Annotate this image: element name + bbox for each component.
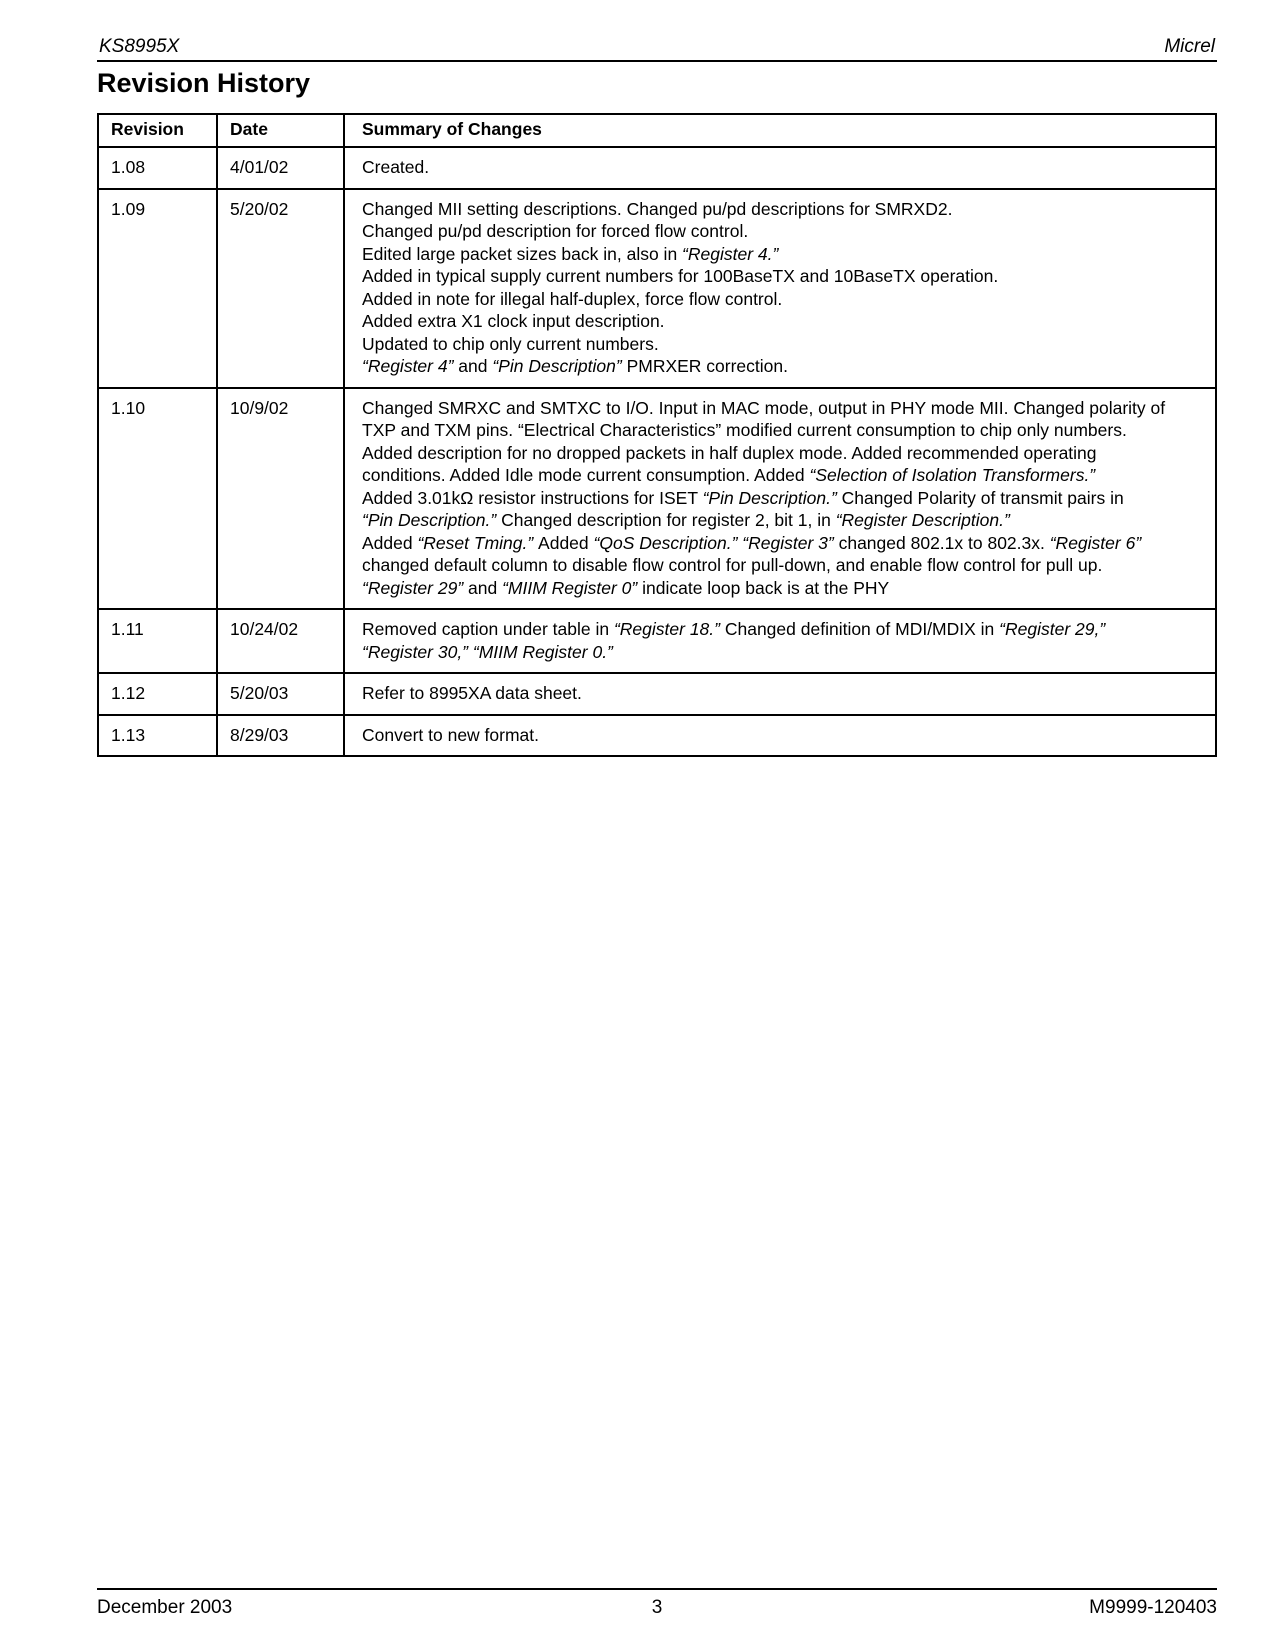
- summary-text: Changed description for register 2, bit 1, in: [501, 510, 836, 530]
- summary-text: Changed SMRXC and SMTXC to I/O. Input in MAC mode, output in PHY mode MII. Changed polarity of: [362, 397, 1166, 418]
- cell-summary: [344, 715, 1216, 757]
- summary-reference-text: “Register 30,” “MIIM Register 0.”: [362, 641, 613, 662]
- summary-text: Edited large packet sizes back in, also in: [362, 243, 683, 264]
- cell-summary: [344, 189, 1216, 388]
- cell-revision: 1.10: [98, 388, 217, 610]
- summary-line: [362, 156, 1207, 179]
- table-row: [98, 388, 1216, 610]
- summary-reference-text: “Pin Description.”: [702, 487, 842, 508]
- cell-summary: [344, 147, 1216, 189]
- summary-text: Changed MII setting descriptions. Changed pu/pd descriptions for SMRXD2.: [362, 198, 953, 219]
- cell-date: 10/24/02: [217, 609, 344, 673]
- summary-line: [362, 198, 1207, 221]
- cell-date: 5/20/03: [217, 673, 344, 715]
- summary-text: conditions. Added Idle mode current consumption. Added: [362, 465, 810, 485]
- cell-revision: 1.13: [98, 715, 217, 757]
- summary-text: Added: [538, 532, 594, 553]
- table-row: [98, 189, 1216, 388]
- table-row: [98, 673, 1216, 715]
- summary-text: Updated to chip only current numbers.: [362, 333, 659, 354]
- summary-text: Refer to 8995XA data sheet.: [362, 683, 582, 703]
- cell-revision: 1.12: [98, 673, 217, 715]
- summary-text: and: [458, 356, 493, 376]
- summary-line: [362, 618, 1207, 641]
- summary-text: Changed Polarity of transmit pairs in: [841, 487, 1124, 508]
- summary-line: [362, 509, 1207, 532]
- summary-text: Removed caption under table in: [362, 619, 614, 639]
- summary-reference-text: “Register 29,”: [999, 619, 1106, 639]
- summary-reference-text: “Selection of Isolation Transformers.”: [809, 465, 1096, 485]
- summary-text: and: [468, 577, 503, 598]
- summary-line: [362, 419, 1207, 442]
- summary-reference-text: “Pin Description”: [492, 356, 627, 376]
- summary-reference-text: “MIIM Register 0”: [502, 577, 643, 598]
- footer-page-number: 3: [651, 1597, 663, 1618]
- header-company-name: Micrel: [1164, 36, 1215, 57]
- summary-reference-text: “Register 6”: [1049, 532, 1142, 553]
- summary-text: Changed definition of MDI/MDIX in: [724, 619, 1000, 639]
- summary-reference-text: “Pin Description.”: [362, 510, 502, 530]
- summary-line: [362, 265, 1207, 288]
- summary-line: [362, 333, 1207, 356]
- column-header-summary: Summary of Changes: [344, 114, 1216, 147]
- column-header-date: Date: [217, 114, 344, 147]
- summary-text: Added in typical supply current numbers for 100BaseTX and 10BaseTX operation.: [362, 266, 999, 286]
- summary-reference-text: “Register 4.”: [682, 243, 779, 264]
- summary-text: Added extra X1 clock input description.: [362, 311, 665, 331]
- summary-line: [362, 288, 1207, 311]
- table-header-row: [98, 114, 1216, 147]
- summary-text: Added description for no dropped packets in half duplex mode. Added recommended operating: [362, 442, 1097, 463]
- page-header: [97, 34, 1217, 62]
- table-row: [98, 715, 1216, 757]
- summary-line: [362, 641, 1207, 664]
- summary-text: Convert to new format.: [362, 724, 540, 745]
- summary-reference-text: “Reset Tming.”: [417, 532, 539, 553]
- summary-reference-text: “Register Description.”: [835, 510, 1010, 530]
- cell-summary: [344, 673, 1216, 715]
- cell-revision: 1.09: [98, 189, 217, 388]
- summary-line: [362, 243, 1207, 266]
- summary-text: Added in note for illegal half-duplex, force flow control.: [362, 288, 783, 309]
- table-row: [98, 609, 1216, 673]
- footer-doc-number: M9999-120403: [1089, 1597, 1217, 1618]
- summary-text: PMRXER correction.: [626, 356, 788, 376]
- summary-line: [362, 397, 1207, 420]
- summary-line: [362, 310, 1207, 333]
- cell-date: 4/01/02: [217, 147, 344, 189]
- summary-text: Created.: [362, 157, 430, 177]
- summary-line: [362, 442, 1207, 465]
- summary-text: Added 3.01kΩ resistor instructions for ISET: [362, 487, 703, 508]
- summary-text: changed 802.1x to 802.3x.: [838, 532, 1050, 553]
- summary-reference-text: “Register 18.”: [613, 619, 725, 639]
- summary-line: [362, 724, 1207, 747]
- cell-date: 8/29/03: [217, 715, 344, 757]
- summary-line: [362, 682, 1207, 705]
- summary-line: [362, 532, 1207, 555]
- cell-date: 10/9/02: [217, 388, 344, 610]
- summary-line: [362, 577, 1207, 600]
- summary-text: indicate loop back is at the PHY: [642, 577, 890, 598]
- summary-line: [362, 554, 1207, 577]
- column-header-revision: Revision: [98, 114, 217, 147]
- revision-history-table: [97, 113, 1217, 757]
- summary-text: changed default column to disable flow control for pull-down, and enable flow control for pull up.: [362, 555, 1103, 575]
- page-footer: [97, 1588, 1217, 1630]
- cell-summary: [344, 388, 1216, 610]
- footer-date: December 2003: [97, 1597, 233, 1618]
- cell-revision: 1.08: [98, 147, 217, 189]
- summary-line: [362, 487, 1207, 510]
- table-row: [98, 147, 1216, 189]
- summary-reference-text: “Register 4”: [362, 356, 459, 376]
- cell-revision: 1.11: [98, 609, 217, 673]
- cell-date: 5/20/02: [217, 189, 344, 388]
- header-product-name: KS8995X: [99, 36, 180, 57]
- summary-line: [362, 355, 1207, 378]
- summary-text: TXP and TXM pins. “Electrical Characteristics” modified current consumption to chip only numbers.: [362, 420, 1127, 440]
- summary-line: [362, 464, 1207, 487]
- page-title: Revision History: [97, 68, 311, 98]
- summary-reference-text: “QoS Description.” “Register 3”: [593, 532, 839, 553]
- summary-reference-text: “Register 29”: [362, 577, 469, 598]
- summary-text: Added: [362, 532, 418, 553]
- summary-line: [362, 220, 1207, 243]
- cell-summary: [344, 609, 1216, 673]
- summary-text: Changed pu/pd description for forced flow control.: [362, 221, 749, 241]
